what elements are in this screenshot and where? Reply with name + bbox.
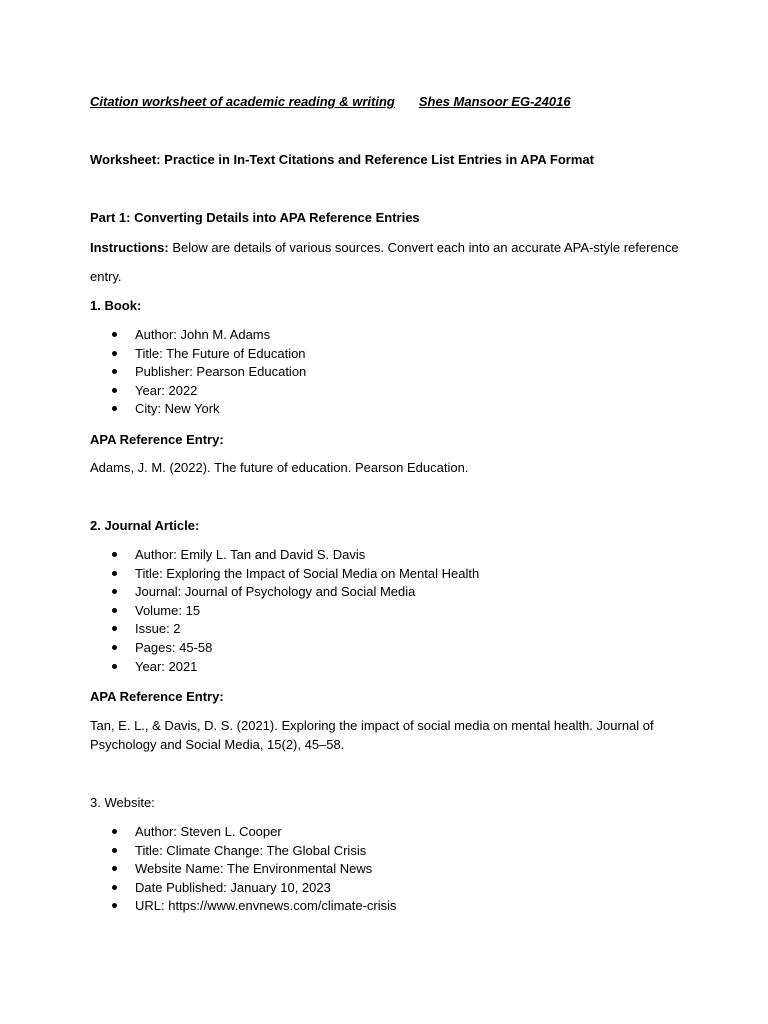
journal-heading: 2. Journal Article: [90, 518, 200, 533]
instructions-continuation: entry. [90, 269, 122, 284]
bullet-icon [112, 866, 117, 871]
bullet-icon [112, 848, 117, 853]
instructions-text: Below are details of various sources. Convert each into an accurate APA-style reference [168, 240, 679, 255]
list-item: Journal: Journal of Psychology and Social Media [112, 584, 479, 603]
list-item: Volume: 15 [112, 603, 479, 622]
bullet-icon [112, 388, 117, 393]
bullet-icon [112, 552, 117, 557]
list-item: Year: 2022 [112, 383, 306, 402]
document-header [90, 94, 571, 110]
bullet-icon [112, 664, 117, 669]
bullet-icon [112, 829, 117, 834]
bullet-icon [112, 351, 117, 356]
bullet-icon [112, 369, 117, 374]
website-heading: 3. Website: [90, 795, 155, 810]
worksheet-title: Worksheet: Practice in In-Text Citations and Reference List Entries in APA Format [90, 152, 594, 167]
list-item: Pages: 45-58 [112, 640, 479, 659]
book-heading: 1. Book: [90, 298, 142, 313]
book-details-list [112, 327, 306, 420]
book-ref-label: APA Reference Entry: [90, 432, 224, 447]
bullet-icon [112, 571, 117, 576]
list-item: Issue: 2 [112, 621, 479, 640]
list-item: Author: John M. Adams [112, 327, 306, 346]
bullet-icon [112, 645, 117, 650]
list-item: Author: Emily L. Tan and David S. Davis [112, 547, 479, 566]
list-item: Title: Exploring the Impact of Social Media on Mental Health [112, 566, 479, 585]
list-item: Year: 2021 [112, 659, 479, 678]
bullet-icon [112, 406, 117, 411]
book-ref-entry: Adams, J. M. (2022). The future of education. Pearson Education. [90, 460, 469, 475]
bullet-icon [112, 626, 117, 631]
bullet-icon [112, 589, 117, 594]
list-item: Title: The Future of Education [112, 346, 306, 365]
list-item: Publisher: Pearson Education [112, 364, 306, 383]
bullet-icon [112, 332, 117, 337]
instructions-label: Instructions: [90, 240, 169, 255]
list-item: URL: https://www.envnews.com/climate-crisis [112, 898, 397, 917]
instructions-line [90, 240, 679, 256]
list-item: Title: Climate Change: The Global Crisis [112, 843, 397, 862]
bullet-icon [112, 608, 117, 613]
bullet-icon [112, 903, 117, 908]
website-details-list [112, 824, 397, 917]
journal-details-list [112, 547, 479, 677]
journal-ref-entry: Tan, E. L., & Davis, D. S. (2021). Exploring the impact of social media on mental health. Journal of Psychology and Social Media, 15(2), 45–58. [90, 718, 654, 752]
header-author: Shes Mansoor EG-24016 [418, 94, 571, 109]
part1-heading: Part 1: Converting Details into APA Reference Entries [90, 210, 420, 225]
journal-ref-label: APA Reference Entry: [90, 689, 224, 704]
list-item: City: New York [112, 401, 306, 420]
list-item: Date Published: January 10, 2023 [112, 880, 397, 899]
list-item: Website Name: The Environmental News [112, 861, 397, 880]
list-item: Author: Steven L. Cooper [112, 824, 397, 843]
header-title: Citation worksheet of academic reading & writing [90, 94, 395, 109]
bullet-icon [112, 885, 117, 890]
